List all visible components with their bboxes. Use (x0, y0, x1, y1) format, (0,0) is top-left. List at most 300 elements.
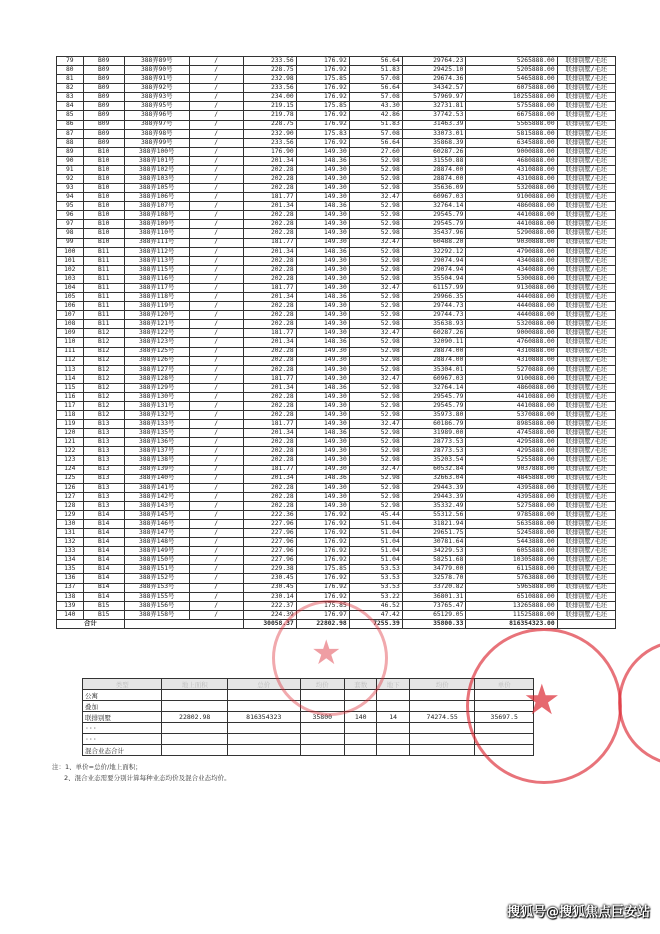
table-row (57, 356, 616, 365)
table-cell: 52.98 (349, 229, 402, 238)
table-cell: 联排别墅/毛坯 (557, 329, 615, 338)
summary-cell (344, 734, 376, 745)
table-cell: 联排别墅/毛坯 (557, 501, 615, 510)
table-cell: 149.30 (296, 456, 349, 465)
table-cell: 32764.14 (402, 383, 466, 392)
table-cell: 联排别墅/毛坯 (557, 274, 615, 283)
table-cell: 联排别墅/毛坯 (557, 565, 615, 574)
table-cell: 388弄98号 (124, 129, 189, 138)
table-cell: 388弄100号 (124, 147, 189, 156)
summary-table (82, 678, 534, 756)
table-cell: / (189, 420, 243, 429)
summary-cell: 74274.55 (409, 712, 475, 723)
total-cell: 合计 (57, 619, 125, 628)
table-cell: / (189, 274, 243, 283)
table-row (57, 320, 616, 329)
table-cell: 127 (57, 492, 84, 501)
table-cell: 32292.12 (402, 247, 466, 256)
table-cell: 52.98 (349, 356, 402, 365)
table-cell: 5320888.00 (466, 184, 557, 193)
table-cell: B13 (83, 456, 124, 465)
table-cell: B13 (83, 420, 124, 429)
table-row (57, 447, 616, 456)
table-cell: 5755888.00 (466, 102, 557, 111)
table-cell: 388弄150号 (124, 556, 189, 565)
table-row (57, 256, 616, 265)
summary-cell (475, 690, 534, 701)
table-cell: / (189, 538, 243, 547)
table-cell: 149.30 (296, 184, 349, 193)
table-cell: 202.28 (243, 311, 296, 320)
table-cell: B14 (83, 510, 124, 519)
table-cell: 29744.73 (402, 311, 466, 320)
table-cell: 5245888.00 (466, 529, 557, 538)
summary-cell (227, 745, 300, 756)
table-cell: B09 (83, 138, 124, 147)
note-line-2: 2、混合业态需要分别计算每种业态均价及混合业态均价。 (64, 774, 231, 783)
table-cell: 149.30 (296, 220, 349, 229)
table-cell: 138 (57, 592, 84, 601)
table-cell: / (189, 329, 243, 338)
table-cell: B11 (83, 274, 124, 283)
table-cell: 联排别墅/毛坯 (557, 610, 615, 619)
table-cell: B14 (83, 529, 124, 538)
table-cell: B12 (83, 347, 124, 356)
table-cell: 联排别墅/毛坯 (557, 75, 615, 84)
table-cell: B10 (83, 156, 124, 165)
summary-header-cell: 总价 (227, 679, 300, 690)
table-cell: 联排别墅/毛坯 (557, 465, 615, 474)
table-cell: 9100888.00 (466, 374, 557, 383)
table-cell: 60186.79 (402, 420, 466, 429)
table-cell: 149.30 (296, 265, 349, 274)
table-cell: 5443888.00 (466, 538, 557, 547)
summary-cell: 816354323 (227, 712, 300, 723)
table-cell: B14 (83, 574, 124, 583)
table-cell: 388弄133号 (124, 420, 189, 429)
table-cell: 176.90 (243, 147, 296, 156)
table-cell: 103 (57, 274, 84, 283)
table-cell: 149.30 (296, 501, 349, 510)
table-cell: 29764.23 (402, 57, 466, 66)
table-cell: 388弄89号 (124, 57, 189, 66)
table-cell: 228.75 (243, 66, 296, 75)
table-cell: 52.98 (349, 474, 402, 483)
table-cell: 5205888.00 (466, 66, 557, 75)
table-cell: 29443.39 (402, 492, 466, 501)
table-cell: 52.98 (349, 274, 402, 283)
table-cell: 202.28 (243, 256, 296, 265)
table-cell: 联排别墅/毛坯 (557, 156, 615, 165)
table-row (57, 592, 616, 601)
table-cell: 联排别墅/毛坯 (557, 519, 615, 528)
table-cell: 388弄103号 (124, 175, 189, 184)
table-cell: 93 (57, 184, 84, 193)
table-cell: 201.34 (243, 338, 296, 347)
table-cell: / (189, 447, 243, 456)
table-cell: 149.30 (296, 492, 349, 501)
table-row (57, 583, 616, 592)
table-cell: 388弄141号 (124, 483, 189, 492)
table-row (57, 329, 616, 338)
summary-cell: ··· (83, 734, 162, 745)
table-cell: 46.52 (349, 601, 402, 610)
table-cell: 52.98 (349, 338, 402, 347)
table-cell: 388弄146号 (124, 519, 189, 528)
table-cell: 52.98 (349, 411, 402, 420)
table-cell: 87 (57, 129, 84, 138)
table-cell: B11 (83, 283, 124, 292)
table-cell: 176.92 (296, 547, 349, 556)
table-cell: / (189, 120, 243, 129)
table-cell: 4760888.00 (466, 338, 557, 347)
table-cell: 175.85 (296, 565, 349, 574)
table-cell: 388弄118号 (124, 293, 189, 302)
table-cell: 230.45 (243, 583, 296, 592)
table-cell: 联排别墅/毛坯 (557, 293, 615, 302)
table-cell: / (189, 456, 243, 465)
table-cell: 9100888.00 (466, 193, 557, 202)
table-cell: 104 (57, 283, 84, 292)
summary-cell (475, 734, 534, 745)
table-cell: 106 (57, 302, 84, 311)
table-cell: 45.44 (349, 510, 402, 519)
table-row (57, 293, 616, 302)
table-cell: B09 (83, 75, 124, 84)
summary-cell (475, 701, 534, 712)
table-cell: 388弄125号 (124, 347, 189, 356)
price-list-table (56, 56, 616, 629)
table-cell: / (189, 57, 243, 66)
table-cell: / (189, 293, 243, 302)
table-cell: 388弄131号 (124, 401, 189, 410)
table-cell: B14 (83, 583, 124, 592)
table-cell: / (189, 610, 243, 619)
table-cell: 149.30 (296, 438, 349, 447)
table-cell: 联排别墅/毛坯 (557, 93, 615, 102)
summary-cell (377, 690, 409, 701)
table-cell: 35304.01 (402, 365, 466, 374)
table-cell: B12 (83, 374, 124, 383)
company-seal-partial (618, 640, 660, 766)
table-cell: 联排别墅/毛坯 (557, 320, 615, 329)
summary-cell: 140 (344, 712, 376, 723)
table-cell: 202.28 (243, 501, 296, 510)
table-cell: 联排别墅/毛坯 (557, 510, 615, 519)
table-cell: 132 (57, 538, 84, 547)
table-cell: 388弄108号 (124, 211, 189, 220)
table-cell: 149.30 (296, 329, 349, 338)
table-cell: 29545.79 (402, 401, 466, 410)
summary-header-cell: 类型 (83, 679, 162, 690)
table-cell: 32.47 (349, 283, 402, 292)
table-cell: B09 (83, 129, 124, 138)
table-cell: / (189, 238, 243, 247)
table-cell: 4395888.00 (466, 483, 557, 492)
table-row (57, 202, 616, 211)
table-cell: 联排别墅/毛坯 (557, 111, 615, 120)
table-cell: / (189, 111, 243, 120)
table-cell: 31463.39 (402, 120, 466, 129)
table-cell: 28874.00 (402, 175, 466, 184)
table-cell: 52.98 (349, 211, 402, 220)
table-cell: 124 (57, 465, 84, 474)
table-cell: 202.28 (243, 274, 296, 283)
table-cell: 202.28 (243, 411, 296, 420)
table-cell: / (189, 311, 243, 320)
table-cell: 52.98 (349, 447, 402, 456)
table-cell: 57.08 (349, 93, 402, 102)
table-cell: 233.56 (243, 84, 296, 93)
table-row (57, 283, 616, 292)
table-cell: 4410888.00 (466, 220, 557, 229)
table-cell: 149.30 (296, 401, 349, 410)
table-cell: B13 (83, 492, 124, 501)
table-cell: 388弄137号 (124, 447, 189, 456)
table-cell: 181.77 (243, 193, 296, 202)
table-cell: B10 (83, 211, 124, 220)
table-cell: 388弄126号 (124, 356, 189, 365)
table-cell: 4410888.00 (466, 211, 557, 220)
table-cell: / (189, 184, 243, 193)
table-cell: 148.36 (296, 474, 349, 483)
table-cell: 135 (57, 565, 84, 574)
table-cell: 148.36 (296, 202, 349, 211)
table-cell: 175.83 (296, 129, 349, 138)
table-cell: B12 (83, 329, 124, 338)
table-cell: 5255888.00 (466, 456, 557, 465)
table-cell: 52.98 (349, 165, 402, 174)
table-cell: 4340888.00 (466, 256, 557, 265)
summary-row (83, 745, 534, 756)
table-cell: 86 (57, 120, 84, 129)
table-cell: 52.98 (349, 184, 402, 193)
table-cell: 94 (57, 193, 84, 202)
table-cell: 65129.05 (402, 610, 466, 619)
table-cell: 131 (57, 529, 84, 538)
table-cell: 388弄107号 (124, 202, 189, 211)
table-row (57, 93, 616, 102)
table-cell: 联排别墅/毛坯 (557, 392, 615, 401)
table-cell: 140 (57, 610, 84, 619)
table-cell: 388弄97号 (124, 120, 189, 129)
summary-cell: 叠加 (83, 701, 162, 712)
watermark: 搜狐号@搜狐焦点巨安站 (506, 905, 650, 920)
table-cell: 29425.10 (402, 66, 466, 75)
table-cell: 95 (57, 202, 84, 211)
table-cell: 5300888.00 (466, 274, 557, 283)
table-cell: 202.28 (243, 483, 296, 492)
summary-cell (227, 701, 300, 712)
table-cell: 202.28 (243, 456, 296, 465)
summary-row (83, 723, 534, 734)
table-cell: 148.36 (296, 429, 349, 438)
table-cell: 52.98 (349, 265, 402, 274)
table-cell: 202.28 (243, 438, 296, 447)
table-cell: / (189, 583, 243, 592)
table-cell: 388弄99号 (124, 138, 189, 147)
table-cell: 43.30 (349, 102, 402, 111)
table-cell: 联排别墅/毛坯 (557, 601, 615, 610)
table-cell: / (189, 75, 243, 84)
table-cell: 149.30 (296, 374, 349, 383)
table-cell: 6510888.00 (466, 592, 557, 601)
table-cell: B10 (83, 147, 124, 156)
table-cell: 联排别墅/毛坯 (557, 483, 615, 492)
table-cell: 35203.54 (402, 456, 466, 465)
table-cell: 122 (57, 447, 84, 456)
table-cell: / (189, 93, 243, 102)
table-cell: 4310888.00 (466, 165, 557, 174)
table-cell: 99 (57, 238, 84, 247)
summary-header-cell: 单价 (475, 679, 534, 690)
table-cell: 51.04 (349, 529, 402, 538)
table-row (57, 302, 616, 311)
table-cell: 139 (57, 601, 84, 610)
table-cell: 149.30 (296, 274, 349, 283)
table-cell: 85 (57, 111, 84, 120)
table-cell: 5565888.00 (466, 120, 557, 129)
table-cell: 32578.70 (402, 574, 466, 583)
table-cell: 176.92 (296, 592, 349, 601)
table-cell: 32731.81 (402, 102, 466, 111)
table-cell: 227.96 (243, 547, 296, 556)
table-cell: 83 (57, 93, 84, 102)
table-cell: 82 (57, 84, 84, 93)
table-cell: B10 (83, 184, 124, 193)
table-cell: 联排别墅/毛坯 (557, 302, 615, 311)
table-cell: 176.92 (296, 66, 349, 75)
table-cell: 233.56 (243, 138, 296, 147)
table-cell: / (189, 374, 243, 383)
table-cell: / (189, 519, 243, 528)
table-row (57, 238, 616, 247)
table-cell: B10 (83, 220, 124, 229)
table-cell: 149.30 (296, 302, 349, 311)
table-cell: B13 (83, 465, 124, 474)
table-cell: 11525888.00 (466, 610, 557, 619)
table-cell: 148.36 (296, 156, 349, 165)
table-row (57, 501, 616, 510)
table-cell: 149.30 (296, 320, 349, 329)
table-cell: 4745888.00 (466, 429, 557, 438)
table-cell: 113 (57, 365, 84, 374)
table-cell: 联排别墅/毛坯 (557, 220, 615, 229)
table-cell: 8985888.00 (466, 420, 557, 429)
table-row (57, 247, 616, 256)
table-cell: 联排别墅/毛坯 (557, 338, 615, 347)
table-cell: 5815888.00 (466, 129, 557, 138)
table-row (57, 165, 616, 174)
table-cell: 388弄152号 (124, 574, 189, 583)
table-cell: 联排别墅/毛坯 (557, 492, 615, 501)
summary-cell (344, 701, 376, 712)
table-cell: / (189, 129, 243, 138)
table-cell: 388弄128号 (124, 374, 189, 383)
table-cell: / (189, 84, 243, 93)
table-cell: 联排别墅/毛坯 (557, 538, 615, 547)
table-cell: 388弄138号 (124, 456, 189, 465)
table-cell: 388弄101号 (124, 156, 189, 165)
table-cell: 53.53 (349, 565, 402, 574)
table-row (57, 420, 616, 429)
table-cell: 149.30 (296, 165, 349, 174)
table-cell: 175.85 (296, 601, 349, 610)
table-cell: 联排别墅/毛坯 (557, 411, 615, 420)
table-cell: 201.34 (243, 383, 296, 392)
table-cell: 联排别墅/毛坯 (557, 574, 615, 583)
table-cell: 5635888.00 (466, 519, 557, 528)
table-cell: / (189, 510, 243, 519)
table-cell: 202.28 (243, 165, 296, 174)
table-cell: 联排别墅/毛坯 (557, 420, 615, 429)
summary-cell (344, 690, 376, 701)
table-cell: 228.75 (243, 120, 296, 129)
table-cell: 6115888.00 (466, 565, 557, 574)
summary-cell (344, 745, 376, 756)
table-cell: 联排别墅/毛坯 (557, 57, 615, 66)
table-cell: / (189, 147, 243, 156)
table-cell: 202.28 (243, 184, 296, 193)
table-cell: 202.28 (243, 220, 296, 229)
table-cell: B09 (83, 120, 124, 129)
table-cell: 联排别墅/毛坯 (557, 592, 615, 601)
table-cell: 9030888.00 (466, 238, 557, 247)
table-cell: 176.97 (296, 610, 349, 619)
table-cell: 388弄139号 (124, 465, 189, 474)
table-cell: 201.34 (243, 156, 296, 165)
table-cell: B12 (83, 356, 124, 365)
table-cell: 222.36 (243, 510, 296, 519)
table-cell: 129 (57, 510, 84, 519)
table-cell: 4860888.00 (466, 202, 557, 211)
table-cell: 100 (57, 247, 84, 256)
table-cell: 32764.14 (402, 202, 466, 211)
table-cell: 5275888.00 (466, 501, 557, 510)
table-cell: 联排别墅/毛坯 (557, 147, 615, 156)
table-cell: 29443.39 (402, 483, 466, 492)
table-cell: 52.98 (349, 492, 402, 501)
table-cell: 29674.36 (402, 75, 466, 84)
table-cell: B13 (83, 483, 124, 492)
table-cell: / (189, 165, 243, 174)
table-cell: / (189, 156, 243, 165)
table-cell: 35638.93 (402, 320, 466, 329)
table-row (57, 374, 616, 383)
table-cell: 202.28 (243, 365, 296, 374)
table-cell: 388弄96号 (124, 111, 189, 120)
table-cell: 202.28 (243, 229, 296, 238)
table-cell: 联排别墅/毛坯 (557, 129, 615, 138)
table-cell: B11 (83, 302, 124, 311)
table-cell: 32.47 (349, 374, 402, 383)
table-cell: 388弄149号 (124, 547, 189, 556)
table-cell: 202.28 (243, 265, 296, 274)
summary-cell (300, 723, 344, 734)
table-cell: 149.30 (296, 356, 349, 365)
summary-row (83, 712, 534, 723)
table-cell: 128 (57, 501, 84, 510)
table-cell: 80 (57, 66, 84, 75)
table-cell: 联排别墅/毛坯 (557, 66, 615, 75)
table-cell: 388弄90号 (124, 66, 189, 75)
table-cell: 4440888.00 (466, 293, 557, 302)
table-cell: / (189, 592, 243, 601)
table-cell: 联排别墅/毛坯 (557, 374, 615, 383)
table-row (57, 438, 616, 447)
table-cell: 联排别墅/毛坯 (557, 383, 615, 392)
table-cell: 28773.53 (402, 447, 466, 456)
